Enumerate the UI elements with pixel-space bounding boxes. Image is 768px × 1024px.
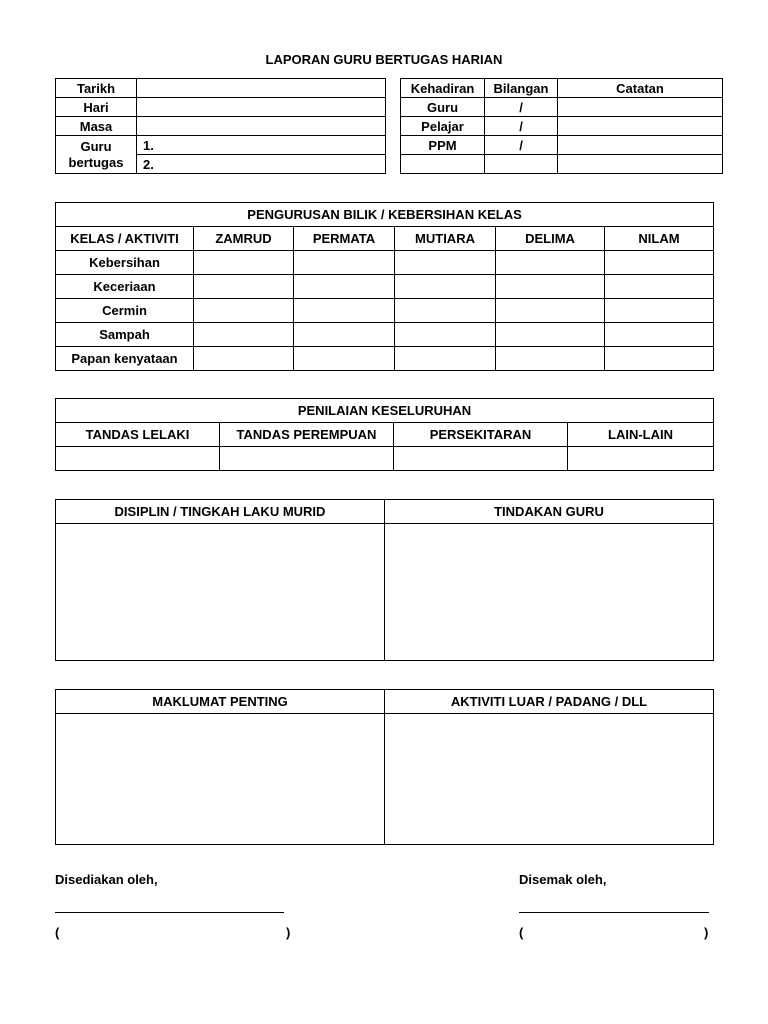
teacher-action-header: TINDAKAN GURU (385, 500, 714, 524)
score-cell[interactable] (194, 299, 294, 323)
attendance-label-ppm: PPM (401, 136, 485, 155)
outdoor-activity-header: AKTIVITI LUAR / PADANG / DLL (385, 690, 714, 714)
attendance-count-ppm[interactable]: / (485, 136, 558, 155)
important-info-area[interactable] (56, 714, 385, 845)
score-cell[interactable] (194, 323, 294, 347)
table-row (56, 323, 714, 347)
score-cell[interactable] (496, 251, 605, 275)
header-catatan: Catatan (558, 79, 723, 98)
attendance-empty-cell[interactable] (558, 155, 723, 174)
activity-label: Papan kenyataan (56, 347, 194, 371)
label-tarikh: Tarikh (56, 79, 137, 98)
attendance-empty-cell[interactable] (485, 155, 558, 174)
overall-header-persekitaran: PERSEKITARAN (394, 423, 568, 447)
checked-signature-line[interactable] (519, 912, 709, 913)
discipline-header: DISIPLIN / TINGKAH LAKU MURID (56, 500, 385, 524)
attendance-note-pelajar[interactable] (558, 117, 723, 136)
prepared-close-paren: ) (286, 925, 291, 940)
overall-header-tandas-lelaki: TANDAS LELAKI (56, 423, 220, 447)
attendance-count-guru[interactable]: / (485, 98, 558, 117)
score-cell[interactable] (605, 347, 714, 371)
overall-title: PENILAIAN KESELURUHAN (56, 399, 714, 423)
tarikh-value[interactable] (137, 79, 386, 98)
duty-teacher-2[interactable]: 2. (137, 155, 386, 174)
score-cell[interactable] (496, 323, 605, 347)
important-info-header: MAKLUMAT PENTING (56, 690, 385, 714)
class-header-permata: PERMATA (294, 227, 395, 251)
header-kehadiran: Kehadiran (401, 79, 485, 98)
class-header-delima: DELIMA (496, 227, 605, 251)
discipline-table (55, 499, 714, 661)
score-cell[interactable] (395, 323, 496, 347)
header-bilangan: Bilangan (485, 79, 558, 98)
score-cell[interactable] (194, 347, 294, 371)
info-box-table (55, 689, 714, 845)
prepared-open-paren: ( (55, 925, 60, 940)
score-cell[interactable] (496, 299, 605, 323)
classroom-table (55, 202, 714, 371)
masa-value[interactable] (137, 117, 386, 136)
score-cell[interactable] (294, 251, 395, 275)
score-cell[interactable] (395, 299, 496, 323)
teacher-action-area[interactable] (385, 524, 714, 661)
prepared-by-label: Disediakan oleh, (55, 872, 158, 887)
score-cell[interactable] (395, 275, 496, 299)
activity-label: Cermin (56, 299, 194, 323)
table-row (56, 299, 714, 323)
class-header-mutiara: MUTIARA (395, 227, 496, 251)
class-header-zamrud: ZAMRUD (194, 227, 294, 251)
table-row (56, 347, 714, 371)
score-cell[interactable] (496, 275, 605, 299)
activity-label: Keceriaan (56, 275, 194, 299)
overall-table (55, 398, 714, 471)
hari-value[interactable] (137, 98, 386, 117)
class-header-nilam: NILAM (605, 227, 714, 251)
activity-label: Kebersihan (56, 251, 194, 275)
score-cell[interactable] (294, 347, 395, 371)
overall-cell[interactable] (568, 447, 714, 471)
classroom-corner-header: KELAS / AKTIVITI (56, 227, 194, 251)
classroom-title: PENGURUSAN BILIK / KEBERSIHAN KELAS (56, 203, 714, 227)
info-table (55, 78, 386, 174)
attendance-label-pelajar: Pelajar (401, 117, 485, 136)
score-cell[interactable] (194, 275, 294, 299)
overall-header-lain-lain: LAIN-LAIN (568, 423, 714, 447)
score-cell[interactable] (294, 299, 395, 323)
attendance-count-pelajar[interactable]: / (485, 117, 558, 136)
overall-cell[interactable] (56, 447, 220, 471)
overall-cell[interactable] (394, 447, 568, 471)
discipline-notes-area[interactable] (56, 524, 385, 661)
label-masa: Masa (56, 117, 137, 136)
score-cell[interactable] (605, 275, 714, 299)
activity-label: Sampah (56, 323, 194, 347)
score-cell[interactable] (605, 323, 714, 347)
page-title: LAPORAN GURU BERTUGAS HARIAN (265, 52, 503, 67)
checked-open-paren: ( (519, 925, 524, 940)
attendance-label-guru: Guru (401, 98, 485, 117)
table-row (56, 251, 714, 275)
score-cell[interactable] (605, 251, 714, 275)
label-guru-bertugas: Guru bertugas (56, 136, 137, 174)
overall-cell[interactable] (220, 447, 394, 471)
score-cell[interactable] (395, 251, 496, 275)
duty-teacher-1[interactable]: 1. (137, 136, 386, 155)
outdoor-activity-area[interactable] (385, 714, 714, 845)
score-cell[interactable] (194, 251, 294, 275)
score-cell[interactable] (294, 323, 395, 347)
score-cell[interactable] (496, 347, 605, 371)
score-cell[interactable] (395, 347, 496, 371)
label-hari: Hari (56, 98, 137, 117)
checked-by-label: Disemak oleh, (519, 872, 607, 887)
score-cell[interactable] (605, 299, 714, 323)
attendance-table (400, 78, 723, 174)
score-cell[interactable] (294, 275, 395, 299)
overall-header-tandas-perempuan: TANDAS PEREMPUAN (220, 423, 394, 447)
table-row (56, 275, 714, 299)
attendance-note-guru[interactable] (558, 98, 723, 117)
prepared-signature-line[interactable] (55, 912, 284, 913)
checked-close-paren: ) (704, 925, 709, 940)
attendance-note-ppm[interactable] (558, 136, 723, 155)
attendance-empty-cell[interactable] (401, 155, 485, 174)
